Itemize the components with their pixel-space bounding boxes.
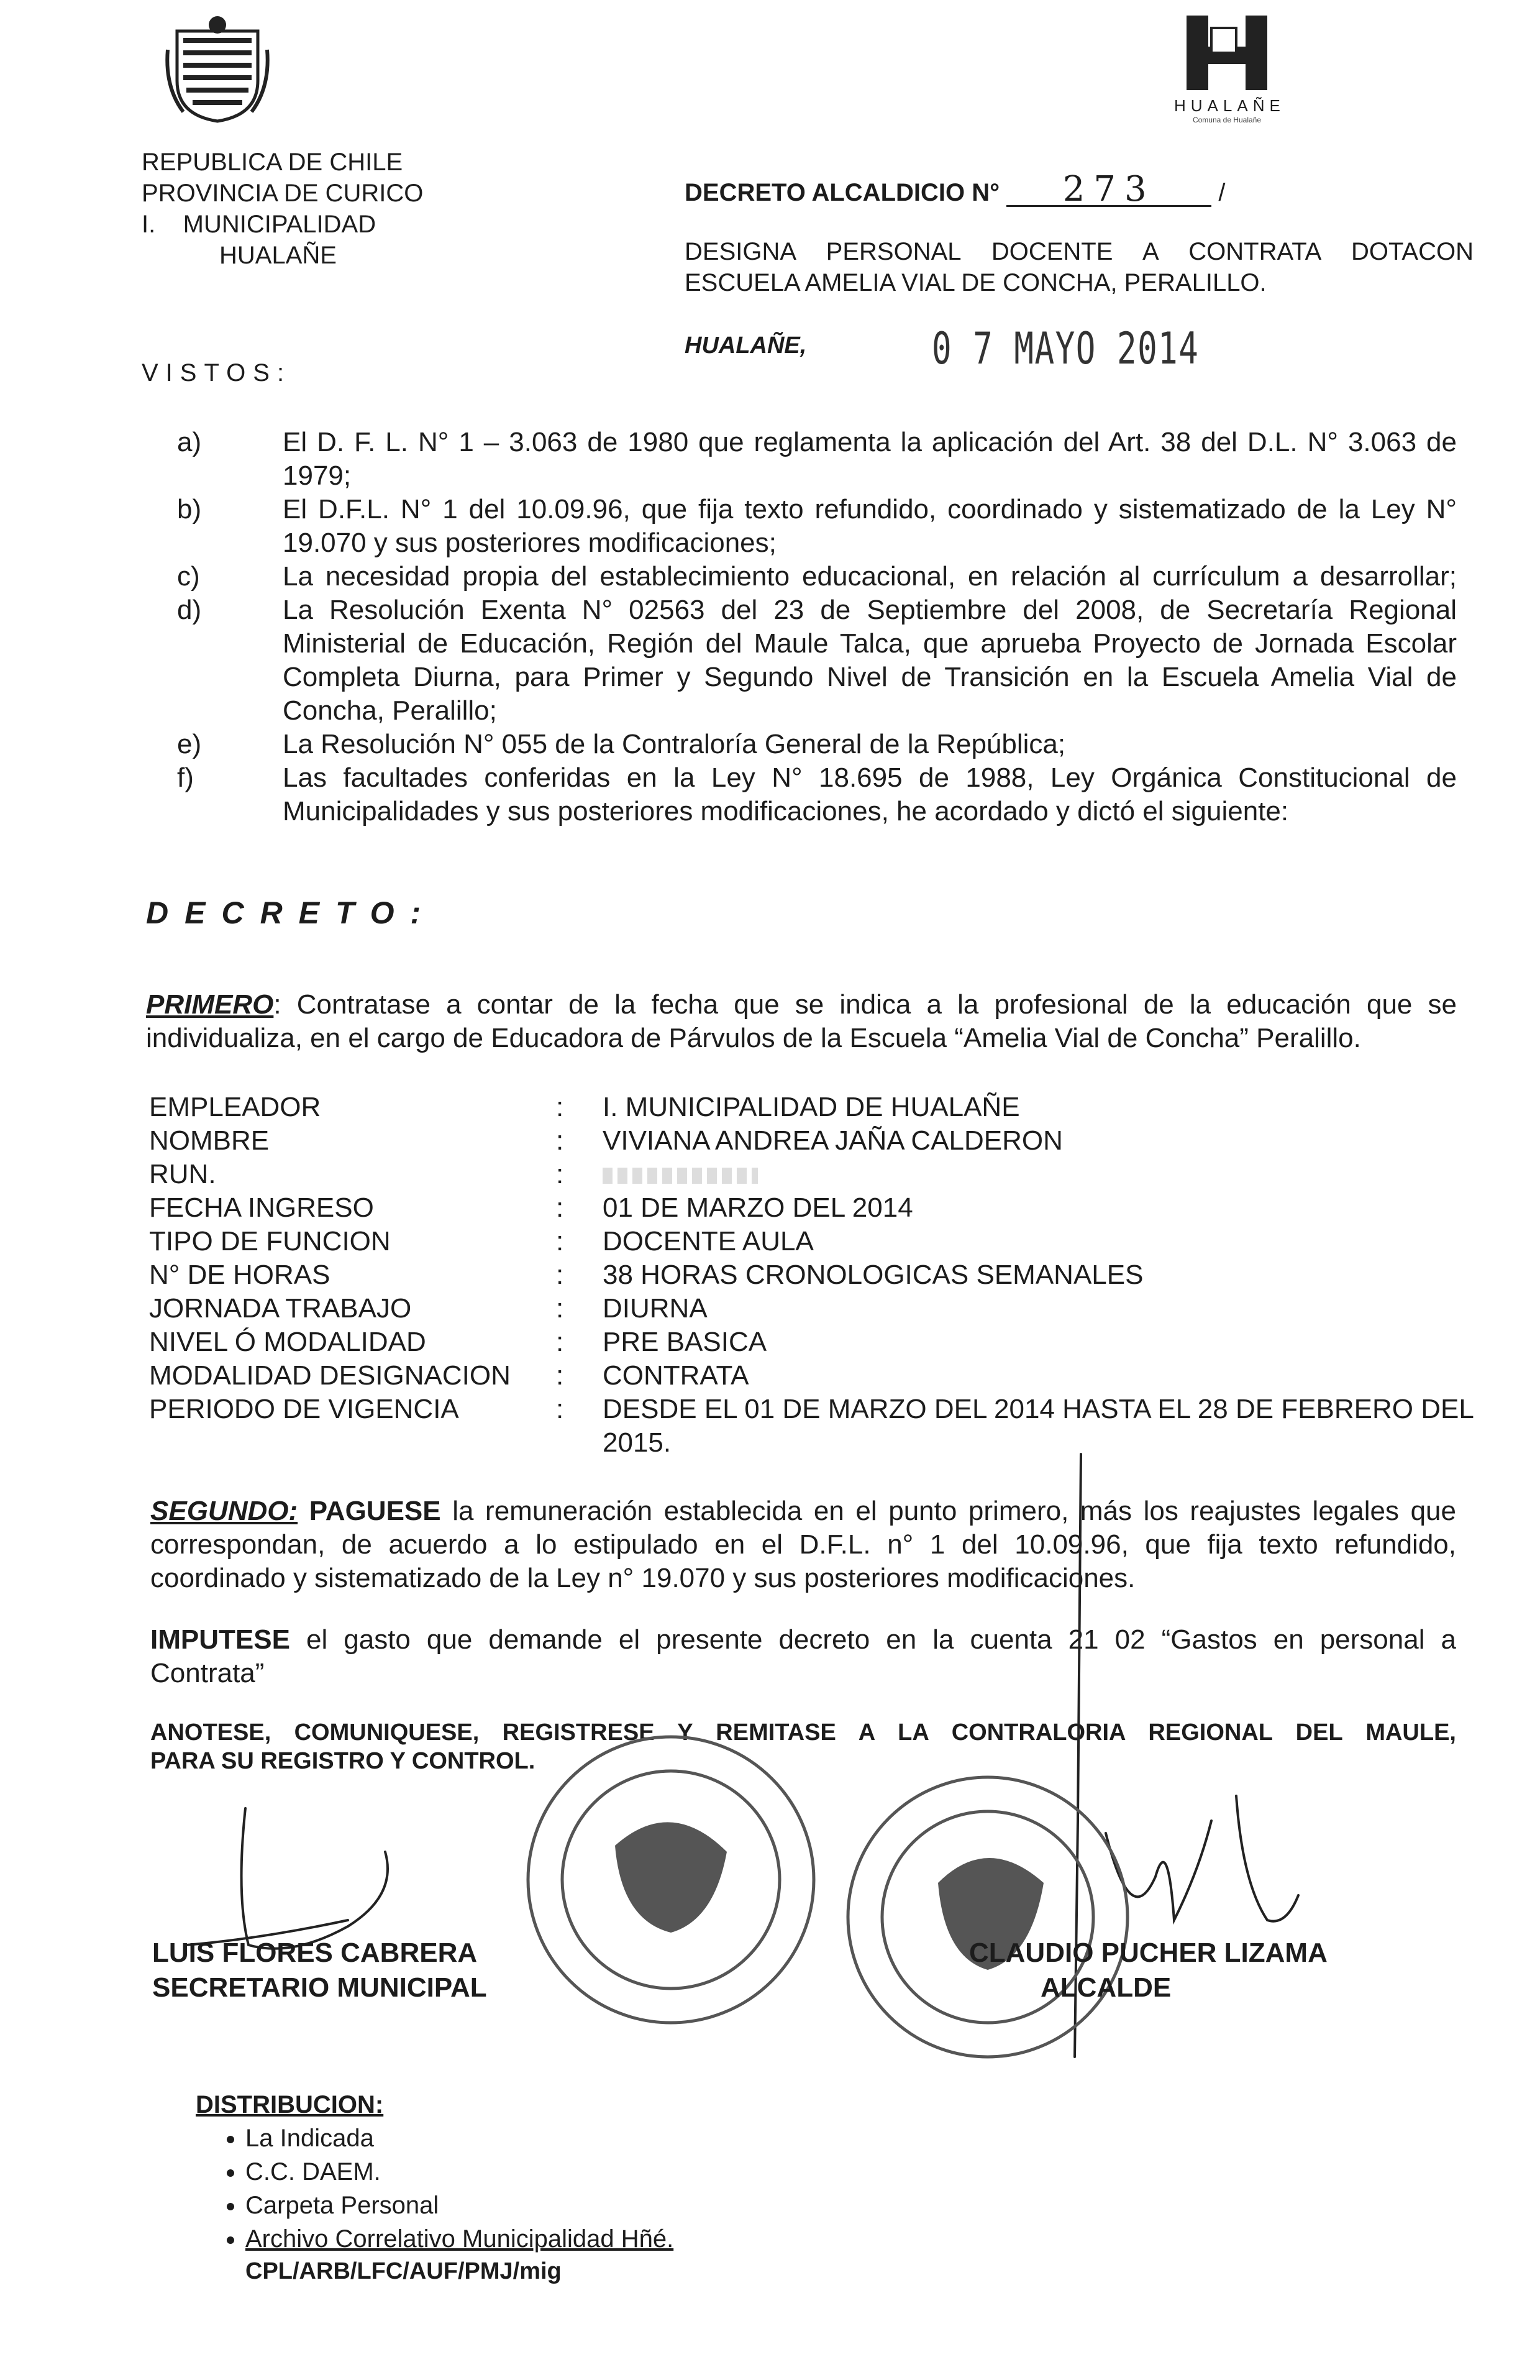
segundo-line1: la remuneración establecida en el punto primero, más los reajustes legales que <box>452 1496 1456 1526</box>
vistos-letter-b: b) <box>177 494 202 524</box>
detail-label: FECHA INGRESO <box>149 1192 374 1223</box>
vistos-item-d-line4: Concha, Peralillo; <box>283 695 497 726</box>
detail-label: RUN. <box>149 1159 216 1189</box>
vistos-item-c-line1: La necesidad propia del establecimiento educacional, en relación al currículum a desarrollar; <box>283 561 1457 592</box>
detail-label: NIVEL Ó MODALIDAD <box>149 1327 426 1357</box>
header-line-municipalidad: I. MUNICIPALIDAD <box>142 211 376 238</box>
contract-details <box>0 1091 1540 1460</box>
decree-title: DECRETO ALCALDICIO N° 273 / <box>685 169 1226 209</box>
header-line-hualane: HUALAÑE <box>219 242 337 269</box>
primero-line2: individualiza, en el cargo de Educadora de Párvulos de la Escuela “Amelia Vial de Concha” Peralillo. <box>146 1023 1361 1053</box>
hualane-logo <box>1174 12 1285 137</box>
hualane-logo-icon <box>1180 12 1273 93</box>
hualane-logo-text: HUALAÑE <box>1174 96 1285 115</box>
distribucion-item: • C.C. DAEM. <box>245 2155 673 2189</box>
detail-value: DIURNA <box>603 1293 708 1324</box>
decree-place: HUALAÑE, <box>685 332 807 359</box>
vistos-item-f-line2: Municipalidades y sus posteriores modificaciones, he acordado y dictó el siguiente: <box>283 796 1289 826</box>
detail-row <box>0 1225 1540 1258</box>
stamp-alcalde <box>848 1777 1128 2057</box>
detail-colon: : <box>556 1125 564 1156</box>
signature-right <box>969 1936 1328 2005</box>
signatory-left-title: SECRETARIO MUNICIPAL <box>152 1972 487 2003</box>
vistos-letter-c: c) <box>177 561 200 592</box>
municipal-coat-of-arms <box>165 12 270 124</box>
detail-value: 38 HORAS CRONOLOGICAS SEMANALES <box>603 1260 1144 1290</box>
decree-subject-line1: DESIGNA PERSONAL DOCENTE A CONTRATA DOTACON <box>685 238 1474 265</box>
segundo-label: SEGUNDO: <box>150 1496 298 1526</box>
detail-colon: : <box>556 1394 564 1424</box>
signatory-right-name: CLAUDIO PUCHER LIZAMA <box>969 1938 1328 1968</box>
primero-label: PRIMERO <box>146 989 274 1020</box>
vistos-item-d-line2: Ministerial de Educación, Región del Maule Talca, que aprueba Proyecto de Jornada Escolar <box>283 628 1457 659</box>
vistos-list <box>177 426 1457 828</box>
anotese-line2: PARA SU REGISTRO Y CONTROL. <box>150 1748 535 1774</box>
detail-colon: : <box>556 1226 564 1256</box>
header-line-provincia: PROVINCIA DE CURICO <box>142 180 424 207</box>
detail-row <box>0 1191 1540 1225</box>
distribucion-title: DISTRIBUCION: <box>196 2091 384 2118</box>
vistos-title: VISTOS: <box>142 359 292 387</box>
vistos-item-a-line2: 1979; <box>283 460 352 491</box>
vistos-item-f-line1: Las facultades conferidas en la Ley N° 18.695 de 1988, Ley Orgánica Constitucional de <box>283 762 1457 793</box>
detail-row <box>0 1158 1540 1191</box>
distribucion-item: • La Indicada <box>245 2121 673 2155</box>
detail-label: NOMBRE <box>149 1125 270 1156</box>
vistos-item-b-line2: 19.070 y sus posteriores modificaciones; <box>283 528 777 558</box>
detail-row <box>0 1325 1540 1359</box>
detail-value: DESDE EL 01 DE MARZO DEL 2014 HASTA EL 28 DE FEBRERO DEL <box>603 1394 1474 1424</box>
decree-number: 273 <box>1006 174 1211 207</box>
detail-row <box>0 1124 1540 1158</box>
detail-colon: : <box>556 1092 564 1122</box>
initials: CPL/ARB/LFC/AUF/PMJ/mig <box>245 2258 562 2284</box>
detail-value: CONTRATA <box>603 1360 749 1391</box>
detail-label: MODALIDAD DESIGNACION <box>149 1360 511 1391</box>
detail-label: N° DE HORAS <box>149 1260 330 1290</box>
signature-left <box>152 1936 487 2005</box>
signatory-left-name: LUIS FLORES CABRERA <box>152 1938 478 1968</box>
detail-row <box>0 1359 1540 1393</box>
signature-marks <box>0 1448 1540 2131</box>
decree-title-label: DECRETO ALCALDICIO N° <box>685 179 1000 206</box>
signatory-right-title: ALCALDE <box>1041 1972 1172 2003</box>
vistos-letter-a: a) <box>177 427 202 457</box>
vistos-letter-f: f) <box>177 762 194 793</box>
vistos-item-e-line1: La Resolución N° 055 de la Contraloría General de la República; <box>283 729 1066 759</box>
hualane-logo-subtext: Comuna de Hualañe <box>1192 116 1262 124</box>
vistos-letter-d: d) <box>177 595 202 625</box>
decree-subject-line2: ESCUELA AMELIA VIAL DE CONCHA, PERALILLO. <box>685 269 1267 296</box>
vistos-letter-e: e) <box>177 729 202 759</box>
impute-line1: el gasto que demande el presente decreto en la cuenta 21 02 “Gastos en personal a <box>306 1624 1456 1655</box>
detail-value: I. MUNICIPALIDAD DE HUALAÑE <box>603 1092 1020 1122</box>
distribucion-item: • Carpeta Personal <box>245 2189 673 2222</box>
detail-colon: : <box>556 1260 564 1290</box>
detail-label: JORNADA TRABAJO <box>149 1293 412 1324</box>
vistos-item-a-line1: El D. F. L. N° 1 – 3.063 de 1980 que reglamenta la aplicación del Art. 38 del D.L. N° 3.063 de <box>283 427 1457 457</box>
stamp-secretario <box>528 1737 814 2023</box>
detail-row <box>0 1258 1540 1292</box>
detail-label: TIPO DE FUNCION <box>149 1226 391 1256</box>
distribucion-block <box>196 2088 673 2287</box>
detail-row <box>0 1393 1540 1426</box>
detail-value: VIVIANA ANDREA JAÑA CALDERON <box>603 1125 1063 1156</box>
detail-colon: : <box>556 1360 564 1391</box>
primero-paragraph <box>146 988 1457 1055</box>
decreto-title: DECRETO: <box>146 895 437 930</box>
segundo-pague: PAGUESE <box>309 1496 441 1526</box>
detail-colon: : <box>556 1293 564 1324</box>
vistos-item-b-line1: El D.F.L. N° 1 del 10.09.96, que fija texto refundido, coordinado y sistematizado de la Ley N° <box>283 494 1457 524</box>
primero-line1: : Contratase a contar de la fecha que se indica a la profesional de la educación que se <box>273 989 1457 1020</box>
redacted-run <box>603 1168 758 1184</box>
impute-line2: Contrata” <box>150 1658 265 1688</box>
detail-value: DOCENTE AULA <box>603 1226 814 1256</box>
detail-value: PRE BASICA <box>603 1327 767 1357</box>
detail-row <box>0 1091 1540 1124</box>
vistos-item-d-line3: Completa Diurna, para Primer y Segundo Nivel de Transición en la Escuela Amelia Vial de <box>283 662 1457 692</box>
detail-label: EMPLEADOR <box>149 1092 321 1122</box>
detail-colon: : <box>556 1327 564 1357</box>
detail-label: PERIODO DE VIGENCIA <box>149 1394 459 1424</box>
date-stamp: 0 7 MAYO 2014 <box>932 323 1200 374</box>
impute-label: IMPUTESE <box>150 1624 290 1655</box>
periodo-continuation: 2015. <box>603 1427 672 1458</box>
segundo-line2: correspondan, de acuerdo a lo estipulado en el D.F.L. n° 1 del 10.09.96, que fija texto refundido, <box>150 1529 1456 1560</box>
detail-colon: : <box>556 1159 564 1189</box>
detail-row <box>0 1292 1540 1325</box>
distribucion-item: • Archivo Correlativo Municipalidad Hñé. <box>245 2222 673 2256</box>
detail-colon: : <box>556 1192 564 1223</box>
right-signature-mark <box>1106 1796 1298 1921</box>
vistos-item-d-line1: La Resolución Exenta N° 02563 del 23 de Septiembre del 2008, de Secretaría Regional <box>283 595 1457 625</box>
segundo-line3: coordinado y sistematizado de la Ley n° 19.070 y sus posteriores modificaciones. <box>150 1563 1136 1593</box>
detail-value: 01 DE MARZO DEL 2014 <box>603 1192 913 1223</box>
anotese-line1: ANOTESE, COMUNIQUESE, REGISTRESE Y REMITASE A LA CONTRALORIA REGIONAL DEL MAULE, <box>150 1719 1456 1746</box>
header-line-republica: REPUBLICA DE CHILE <box>142 149 403 176</box>
